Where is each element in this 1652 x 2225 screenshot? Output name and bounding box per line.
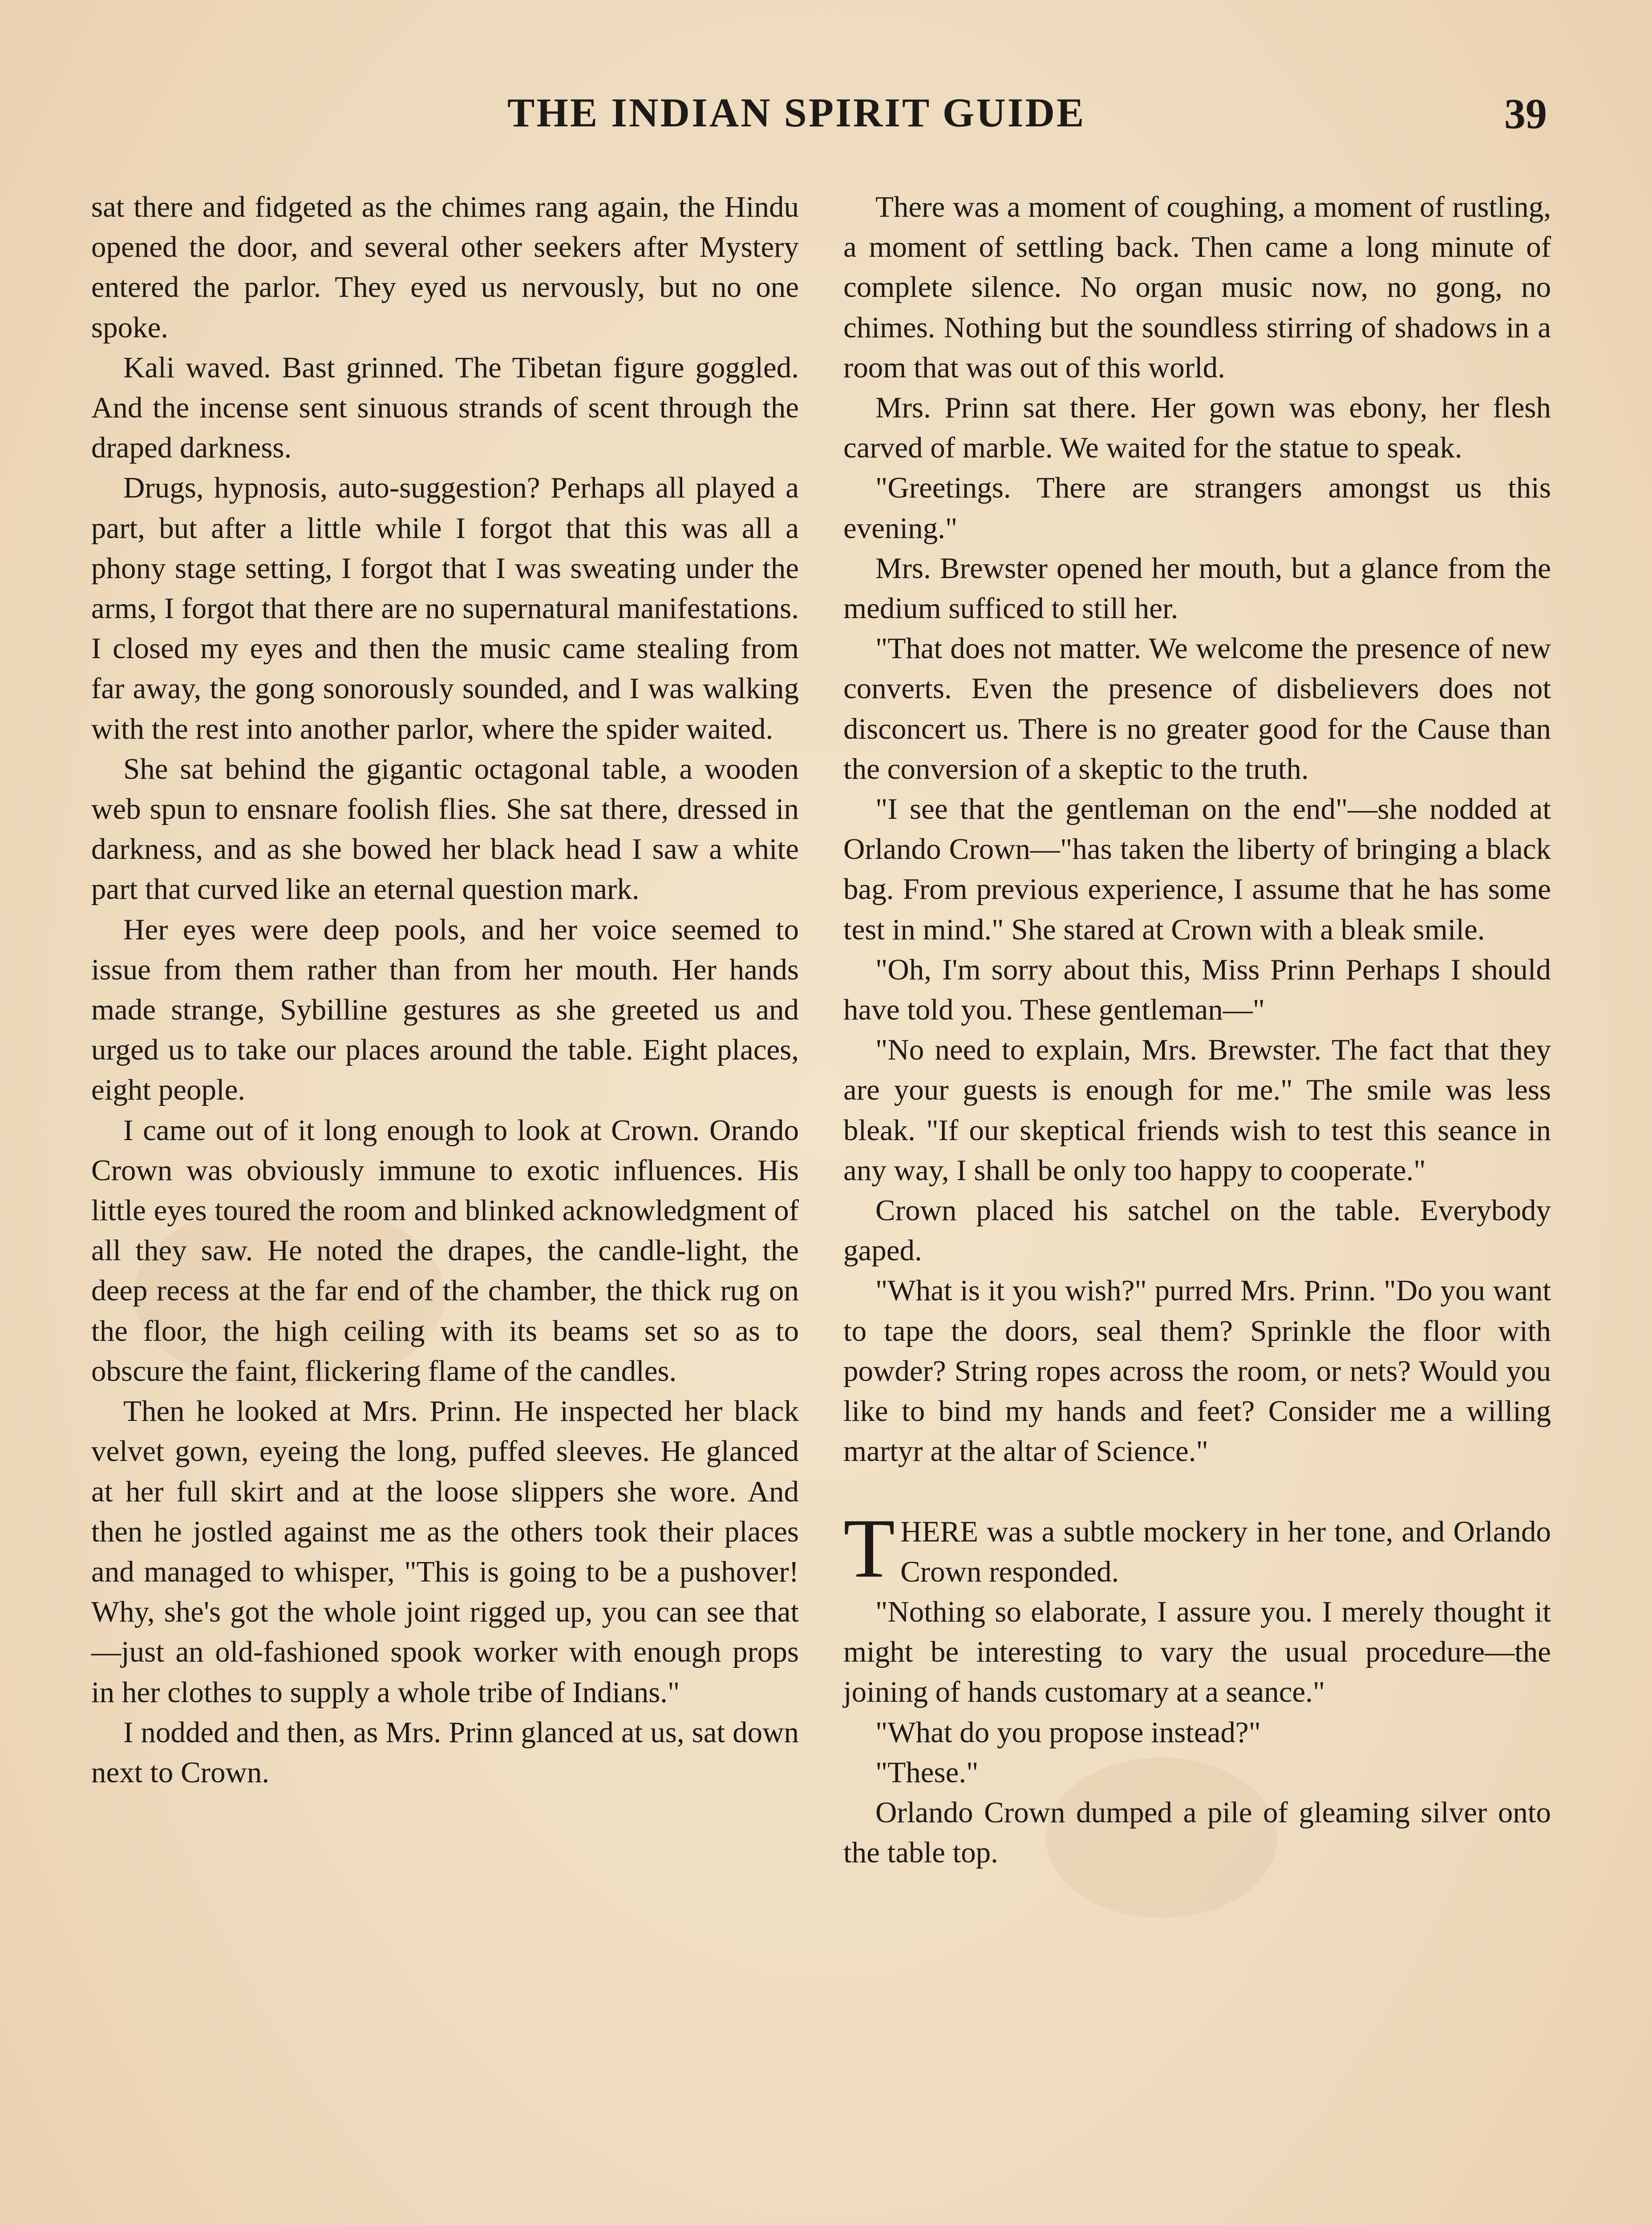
right-column bbox=[843, 187, 1551, 1873]
paragraph: Drugs, hypnosis, auto-suggestion? Perhaps all played a part, but after a little while I forgot that this was all a phony stage setting, I forgot that I was sweating under the arms, I forgot that there are no supernatural manifestations. I closed my eyes and then the music came stealing from far away, the gong sonorously sounded, and I was walking with the rest into another parlor, where the spider waited. bbox=[91, 471, 799, 745]
paragraph: There was a moment of coughing, a moment of rustling, a moment of settling back. Then came a long minute of complete silence. No organ music now, no gong, no chimes. Nothing but the soundless stirring of shadows in a room that was out of this world. bbox=[843, 190, 1551, 384]
dropcap-letter: T bbox=[843, 1501, 895, 1595]
paragraph: "Nothing so elaborate, I assure you. I merely thought it might be interesting to vary the usual procedure—the joining of hands customary at a seance." bbox=[843, 1595, 1551, 1709]
dropcap-paragraph bbox=[843, 1501, 1551, 1595]
paragraph: I came out of it long enough to look at Crown. Orando Crown was obviously immune to exotic influences. His little eyes toured the room and blinked acknowledgment of all they saw. He noted the drapes, the candle-light, the deep recess at the far end of the chamber, the thick rug on the floor, the high ceiling with its beams set so as to obscure the faint, flickering flame of the candles. bbox=[91, 1113, 799, 1388]
paragraph: Kali waved. Bast grinned. The Tibetan figure goggled. And the incense sent sinuous strands of scent through the draped darkness. bbox=[91, 351, 799, 465]
paragraph: Then he looked at Mrs. Prinn. He inspected her black velvet gown, eyeing the long, puffed sleeves. He glanced at her full skirt and at the loose slippers she wore. And then he jostled against me as the others took their places and managed to whisper, "This is going to be a pushover! Why, she's got the whole joint rigged up, you can see that—just an old-fashioned spook worker with enough props in her clothes to supply a whole tribe of Indians." bbox=[91, 1395, 799, 1709]
page-number: 39 bbox=[1504, 90, 1547, 138]
running-title: THE INDIAN SPIRIT GUIDE bbox=[507, 90, 1086, 135]
paragraph: "No need to explain, Mrs. Brewster. The fact that they are your guests is enough for me." The smile was less bleak. "If our skeptical friends wish to test this seance in any way, I shall be only too happy to cooperate." bbox=[843, 1033, 1551, 1187]
paragraph: Mrs. Brewster opened her mouth, but a glance from the medium sufficed to still her. bbox=[843, 551, 1551, 625]
paragraph: Her eyes were deep pools, and her voice seemed to issue from them rather than from her mouth. Her hands made strange, Sybilline gestures as she greeted us and urged us to take our places around the table. Eight places, eight people. bbox=[91, 913, 799, 1107]
left-column bbox=[91, 187, 799, 1792]
dropcap-text: HERE was a subtle mockery in her tone, and Orlando Crown responded. bbox=[900, 1515, 1551, 1588]
paragraph: "What do you propose instead?" bbox=[875, 1715, 1261, 1749]
paragraph: sat there and fidgeted as the chimes rang again, the Hindu opened the door, and several other seekers after Mystery entered the parlor. They eyed us nervously, but no one spoke. bbox=[91, 190, 799, 344]
paragraph: "Greetings. There are strangers amongst us this evening." bbox=[843, 471, 1551, 545]
section-break bbox=[843, 1472, 1551, 1512]
paragraph: "That does not matter. We welcome the presence of new converts. Even the presence of disbelievers does not disconcert us. There is no greater good for the Cause than the conversion of a skeptic to the truth. bbox=[843, 632, 1551, 785]
paragraph: I nodded and then, as Mrs. Prinn glanced at us, sat down next to Crown. bbox=[91, 1715, 799, 1789]
paragraph: "Oh, I'm sorry about this, Miss Prinn Perhaps I should have told you. These gentleman—" bbox=[843, 953, 1551, 1027]
paragraph: Mrs. Prinn sat there. Her gown was ebony, her flesh carved of marble. We waited for the statue to speak. bbox=[843, 391, 1551, 465]
page-header bbox=[0, 89, 1652, 156]
paragraph: "I see that the gentleman on the end"—she nodded at Orlando Crown—"has taken the liberty of bringing a black bag. From previous experience, I assume that he has some test in mind." She stared at Crown with a bleak smile. bbox=[843, 793, 1551, 946]
paragraph: "These." bbox=[875, 1756, 979, 1789]
paragraph: "What is it you wish?" purred Mrs. Prinn. "Do you want to tape the doors, seal them? Sprinkle the floor with powder? String ropes across the room, or nets? Would you like to bind my hands and feet? Consider me a willing martyr at the altar of Science." bbox=[843, 1274, 1551, 1468]
paragraph: Orlando Crown dumped a pile of gleaming silver onto the table top. bbox=[843, 1796, 1551, 1869]
paragraph: She sat behind the gigantic octagonal table, a wooden web spun to ensnare foolish flies. She sat there, dressed in darkness, and as she bowed her black head I saw a white part that curved like an eternal question mark. bbox=[91, 752, 799, 906]
paragraph: Crown placed his satchel on the table. Everybody gaped. bbox=[843, 1194, 1551, 1267]
